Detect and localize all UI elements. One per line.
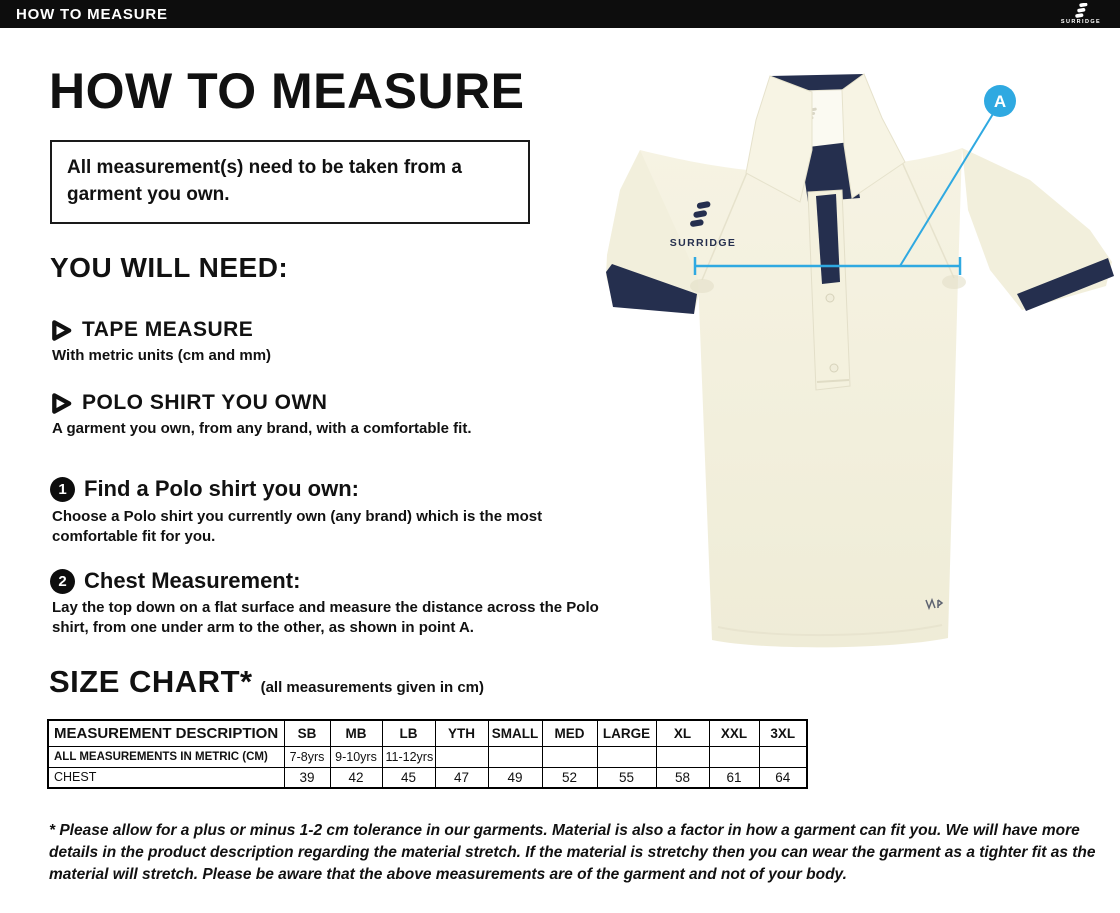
table-cell: 45 bbox=[382, 767, 435, 788]
step-2-heading bbox=[50, 568, 300, 594]
col-header: XL bbox=[656, 720, 709, 746]
need-item-title: POLO SHIRT YOU OWN bbox=[82, 391, 328, 414]
table-cell: 47 bbox=[435, 767, 488, 788]
col-header: LARGE bbox=[597, 720, 656, 746]
size-chart-subtitle: (all measurements given in cm) bbox=[260, 679, 484, 696]
table-cell: 42 bbox=[330, 767, 382, 788]
top-bar-title: HOW TO MEASURE bbox=[16, 5, 168, 23]
shirt-body bbox=[640, 148, 962, 647]
step-2-title: Chest Measurement: bbox=[84, 568, 301, 593]
table-cell: 52 bbox=[542, 767, 597, 788]
surridge-logo-icon bbox=[1073, 3, 1090, 18]
table-cell: 61 bbox=[709, 767, 759, 788]
note-text: All measurement(s) need to be taken from a garment you own. bbox=[67, 157, 462, 205]
step-1-number-badge: 1 bbox=[50, 477, 75, 502]
col-header: YTH bbox=[435, 720, 488, 746]
placket-button bbox=[830, 364, 838, 372]
col-header: SMALL bbox=[488, 720, 542, 746]
marker-a-label: A bbox=[993, 92, 1007, 111]
page-title: HOW TO MEASURE bbox=[49, 63, 525, 119]
placket-button bbox=[826, 294, 834, 302]
step-2-description: Lay the top down on a flat surface and measure the distance across the Polo shirt, from one under arm to the other, as shown in point A. bbox=[52, 599, 599, 636]
col-header: 3XL bbox=[759, 720, 807, 746]
col-header: SB bbox=[284, 720, 330, 746]
step-2-number-badge: 2 bbox=[50, 569, 75, 594]
right-sleeve bbox=[962, 148, 1114, 311]
need-item-tape-measure bbox=[50, 318, 253, 342]
need-item-description: With metric units (cm and mm) bbox=[52, 347, 272, 364]
table-cell: 39 bbox=[284, 767, 330, 788]
table-row bbox=[48, 767, 807, 788]
surridge-brand-word: SURRIDGE bbox=[1060, 19, 1102, 25]
step-1-heading bbox=[50, 476, 359, 502]
table-cell: 7-8yrs bbox=[284, 746, 330, 767]
table-cell: 55 bbox=[597, 767, 656, 788]
table-cell bbox=[597, 746, 656, 767]
table-cell: 64 bbox=[759, 767, 807, 788]
table-row bbox=[48, 746, 807, 767]
need-item-title: TAPE MEASURE bbox=[82, 318, 254, 341]
table-cell bbox=[709, 746, 759, 767]
shirt-chest-logo-text: SURRIDGE bbox=[669, 237, 737, 249]
table-header-row bbox=[48, 720, 807, 746]
table-cell bbox=[435, 746, 488, 767]
col-header: MB bbox=[330, 720, 382, 746]
col-header: XXL bbox=[709, 720, 759, 746]
table-cell: 11-12yrs bbox=[382, 746, 435, 767]
step-1-description: Choose a Polo shirt you currently own (any brand) which is the most comfortable fit for you. bbox=[52, 508, 543, 545]
col-header: MEASUREMENT DESCRIPTION bbox=[48, 720, 284, 746]
table-cell bbox=[488, 746, 542, 767]
table-cell bbox=[759, 746, 807, 767]
table-cell bbox=[542, 746, 597, 767]
polo-shirt-diagram bbox=[560, 30, 1120, 670]
triangle-bullet-icon bbox=[50, 392, 73, 415]
table-cell: CHEST bbox=[48, 767, 284, 788]
tolerance-disclaimer: * Please allow for a plus or minus 1-2 cm tolerance in our garments. Material is also a factor in how a garment can fit you. We will have more details in the product description regarding the material stretch. If the material is stretchy then you can wear the garment as a tighter fit as the material will stretch. Please be aware that the above measurements are of the garment and not of your body. bbox=[49, 822, 1096, 883]
table-cell: 49 bbox=[488, 767, 542, 788]
table-cell: 9-10yrs bbox=[330, 746, 382, 767]
step-1-title: Find a Polo shirt you own: bbox=[84, 476, 359, 501]
col-header: MED bbox=[542, 720, 597, 746]
surridge-brand-logo bbox=[1052, 1, 1110, 27]
placket bbox=[808, 190, 850, 390]
table-cell: 58 bbox=[656, 767, 709, 788]
col-header: LB bbox=[382, 720, 435, 746]
triangle-bullet-icon bbox=[50, 319, 73, 342]
table-cell: ALL MEASUREMENTS IN METRIC (CM) bbox=[48, 746, 284, 767]
you-will-need-heading: YOU WILL NEED: bbox=[50, 252, 289, 283]
size-chart-heading bbox=[49, 664, 484, 700]
need-item-polo-shirt bbox=[50, 391, 327, 415]
note-box bbox=[50, 140, 530, 224]
size-chart-title: SIZE CHART* bbox=[49, 664, 253, 699]
size-chart-table bbox=[47, 719, 808, 789]
top-bar bbox=[0, 0, 1120, 28]
need-item-description: A garment you own, from any brand, with a comfortable fit. bbox=[52, 420, 472, 437]
table-cell bbox=[656, 746, 709, 767]
